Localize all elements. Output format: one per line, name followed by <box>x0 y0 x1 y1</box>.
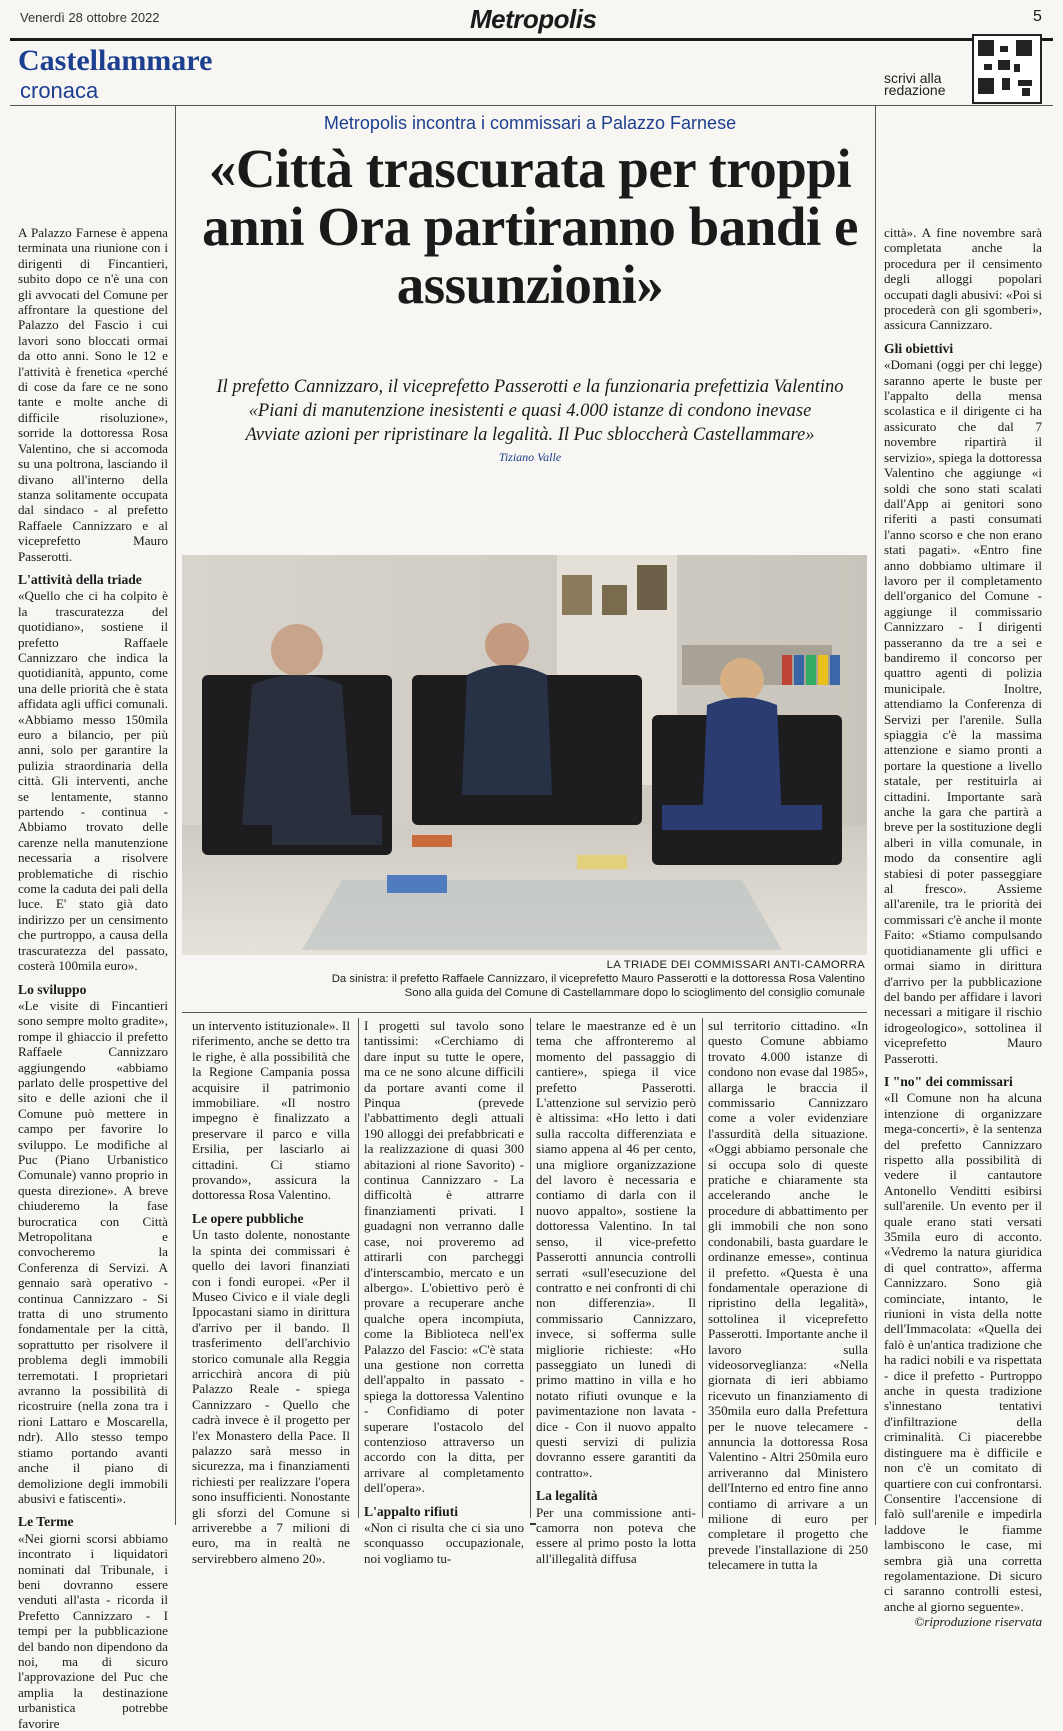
article-photo <box>182 555 867 955</box>
article-column-1 <box>18 225 168 1731</box>
article-column-6 <box>884 225 1042 1630</box>
article-column-4 <box>536 1018 696 1566</box>
article-kicker: Metropolis incontra i commissari a Palazzo Farnese <box>323 113 737 133</box>
deck-line: Il prefetto Cannizzaro, il viceprefetto Passerotti e la funzionaria prefettizia Valentino <box>216 377 844 397</box>
caption-line: Sono alla guida del Comune di Castellammare dopo lo scioglimento del consiglio comunale <box>404 987 865 999</box>
paragraph: Un tasto dolente, nonostante la spinta dei commissari è quello dei lavori finanziati con i fondi europei. «Per il Museo Civico e il viale degli Ippocastani siamo in dirittura d'arrivo per il bando. Il trasferimento dell'archivio storico comunale alla Reggia arricchirà ancora di più Palazzo Reale - spiega Cannizzaro - Quello che cadrà invece è il progetto per l'ex Monastero della Pace. Il palazzo sarà messo in sicurezza, ma i finanziamenti richiesti per realizzare l'opera sono insufficienti. Nonostante gli sforzi del Comune si arriverebbe a 7 milioni di euro, ma in realtà ne servirebbero almeno 20». <box>192 1227 350 1566</box>
paragraph: «Quello che ci ha colpito è la trascuratezza del quotidiano», sostiene il prefetto Raffaele Cannizzaro che indica la quotidianità, appunto, come una delle priorità che è stata affidata agli uffici comunali. «Abbiamo messo 150mila euro a bilancio, per più anni, solo per garantire la pulizia straordinaria della città. Gli interventi, anche se lentamente, stanno partendo - continua - Abbiamo trovato delle carenze nella manutenzione necessaria a risolvere problematiche di rischio come la caduta dei pali della luce. E' stato già dato indirizzo per un censimento che purtroppo, a causa della trascuratezza del passato, costerà 100mila euro». <box>18 588 168 974</box>
paragraph: «Nei giorni scorsi abbiamo incontrato i liquidatori nominati dal Tribunale, i beni dovranno essere venduti all'asta - ricorda il Prefetto Cannizzaro - I tempi per la pubblicazione del bando non dipendono da noi, ma di sicuro l'approvazione del Puc che amplia la destinazione urbanistica potrebbe favorire <box>18 1530 168 1731</box>
article-deck <box>178 375 882 447</box>
subheading: La legalità <box>536 1488 598 1504</box>
qr-code-icon[interactable] <box>972 34 1042 104</box>
subheading: I "no" dei commissari <box>884 1073 1013 1089</box>
column-divider <box>702 1018 703 1518</box>
caption-rule <box>182 1012 867 1013</box>
photo-caption <box>185 958 865 1000</box>
byline: Tiziano Valle <box>498 450 562 464</box>
article-column-5 <box>708 1018 868 1573</box>
issue-date: Venerdì 28 ottobre 2022 <box>20 10 160 25</box>
paragraph: I progetti sul tavolo sono tantissimi: «Cerchiamo di dare input su tutte le opere, ma ce ne sono alcune difficili da portare avanti come il Pinqua (prevede l'abbattimento degli attuali 190 alloggi dei prefabbricati e la realizzazione di quasi 300 abitazioni al rione Savorito) - continua Cannizzaro - La difficoltà è attrarre finanziamenti privati. I guadagni non verranno dalle case, noi proveremo ad attirarli con parcheggi d'interscambio, mercato e un albergo». L'obiettivo però è provare a recuperare anche qualche opera incompiuta, come la Biblioteca nell'ex Palazzo del Fascio: «C'è stata una gestione non corretta dell'appalto in passato - spiega la dottoressa Valentino - Confidiamo di poter superare l'ostacolo del contenzioso attraverso un accordo con la ditta, per arrivare al completamento dell'opera». <box>364 1018 524 1496</box>
paragraph: città». A fine novembre sarà completata anche la procedura per il censimento degli alloggi popolari occupati dagli abusivi: «Poi si procederà con gli sgomberi», assicura Cannizzaro. <box>884 225 1042 333</box>
article-headline: «Città trascurata per troppi anni Ora partiranno bandi e assunzioni» <box>202 138 858 315</box>
paragraph: sul territorio cittadino. «In questo Comune abbiamo trovato 4.000 istanze di condono non evase dal 1985», allarga le braccia il commissario Cannizzaro come a voler evidenziare l'assurdità della situazione. «Oggi abbiamo personale che si occupa solo di queste pratiche e chiaramente sta accelerando anche le procedure di abbattimento per gli immobili che non sono condonabili, basta guardare le ordinanze emesse», continua il prefetto. «Questa è una fondamentale operazione di ripristino della legalità», sottolinea il viceprefetto Passerotti. Importante anche il lavoro sulla videosorveglianza: «Nella giornata di ieri abbiamo ricevuto un finanziamento di 350mila euro dalla Prefettura per le nuove telecamere - annuncia la dottoressa Rosa Valentino - Altri 250mila euro arriveranno dal Ministero dell'Interno ed entro fine anno contiamo di arrivare a un milione di euro per completare il progetto che prevede l'installazione di 250 telecamere in tutta la <box>708 1018 868 1573</box>
column-divider <box>875 105 876 1525</box>
paragraph: «Non ci risulta che ci sia uno sconquasso occupazionale, noi vogliamo tu- <box>364 1520 524 1566</box>
column-divider <box>175 105 176 1525</box>
write-to-editors-label: scrivi alla redazione <box>884 70 946 98</box>
section-subtitle: cronaca <box>20 78 99 103</box>
subheading: Le opere pubbliche <box>192 1210 304 1226</box>
section-rule <box>10 105 1053 106</box>
header-rule <box>10 38 1053 41</box>
paragraph: Per una commissione anti-camorra non poteva che essere al primo posto la lotta all'illegalità diffusa <box>536 1504 696 1566</box>
copyright-note: ©riproduzione riservata <box>914 1614 1042 1630</box>
deck-line: Avviate azioni per ripristinare la legalità. Il Puc sbloccherà Castellammare» <box>245 425 815 445</box>
subheading: Lo sviluppo <box>18 981 87 997</box>
paragraph: «Il Comune non ha alcuna intenzione di organizzare mega-concerti», è la sentenza del prefetto Cannizzaro rispetto alla possibilità di vedere il cantautore Antonello Venditti esibirsi sull'arenile. Un evento per il quale erano stati versati 35mila euro di acconto. «Vedremo la natura giuridica di quel contratto», afferma Cannizzaro. Sono già cominciate, intanto, le riunioni in vista della notte dell'Immacolata: «Quella dei falò è un'antica tradizione che ha radici nobili e va rispettata - dice il prefetto - Purtroppo anche in questa tradizione s'innestano tentativi d'infiltrazione della criminalità. Ci piacerebbe distinguere ma è difficile e non c'è un comitato di quartiere con cui confrontarsi. Consentire l'accensione di falò sull'arenile e impedirla laddove le fiamme lambiscono le case, mi sembra già una corretta regolamentazione. Di sicuro ci saranno controlli estesi, anche al giorno seguente». <box>884 1090 1042 1614</box>
paragraph: «Le visite di Fincantieri sono sempre molto gradite», rompe il ghiaccio il prefetto Raffaele Cannizzaro aggiungendo «abbiamo parlato delle prospettive del sito e delle azioni che il Comune può mettere in campo per favorire lo sviluppo. Le modifiche al Puc (Piano Urbanistico Comunale) vanno proprio in questa direzione». A breve chiuderemo la fase burocratica con Città Metropolitana e convocheremo la Conferenza di Servizi. A gennaio sarà operativo - continua Cannizzaro - Si tratta di uno strumento fondamentale per la città, soprattutto per risolvere il problema degli immobili terremotati. I proprietari avranno la possibilità di ricostruire (nella zona tra i rioni Lattaro e Moscarella, ndr). Allo stesso tempo stiamo portando avanti anche il piano di demolizione degli immobili abusivi e fatiscenti». <box>18 997 168 1506</box>
paragraph: un intervento istituzionale». Il riferimento, anche se detto tra le righe, è alla possibilità che la Regione Campania possa acquisire il patrimonio immobiliare. «Il nostro impegno è finalizzato a preservare il parco e villa Ersilia, per lasciarlo ai cittadini. Ci stiamo provando», assicura la dottoressa Rosa Valentino. <box>192 1018 350 1203</box>
page-footer-mark <box>530 1523 536 1525</box>
caption-line: Da sinistra: il prefetto Raffaele Cannizzaro, il viceprefetto Mauro Passerotti e la dottoressa Rosa Valentino <box>331 973 865 985</box>
article-column-2 <box>192 1018 350 1566</box>
subheading: Gli obiettivi <box>884 340 954 356</box>
page-number: 5 <box>1033 8 1042 25</box>
section-title: Castellammare <box>18 44 213 77</box>
subheading: L'attività della triade <box>18 571 142 587</box>
column-divider <box>530 1018 531 1518</box>
paragraph: «Domani (oggi per chi legge) saranno aperte le buste per l'appalto della mensa scolastica e il dirigente ci ha assicurato che dal 7 novembre ripartirà il servizio», spiega la dottoressa Valentino che aggiunge «i soldi che sono stati scalati dall'App ai genitori sono riferiti a pasti consumati l'anno scorso e che non erano stati pagati». «Entro fine anno dobbiamo ultimare il lavoro per il completamento dell'organico del Comune - aggiunge il commissario Cannizzaro - I dirigenti passeranno da tre a sei e bandiremo il concorso per quattro agenti di polizia municipale. Inoltre, attendiamo la Conferenza di Servizi per l'arenile. Sulla spiaggia c'è la massima attenzione e siamo pronti a portare la questione a livello statale, per restituirla ai cittadini. Importante sarà anche la gara che partirà a breve per la sostituzione degli alberi in villa comunale, in modo da consentire agli stabiesi di poter passeggiare al fresco». Assieme all'arenile, tra le priorità dei commissari c'è anche il monte Faito: «Stiamo compulsando quotidianamente gli uffici e ormai siamo in dirittura d'arrivo per la pubblicazione del bando per affidare i lavori necessari a mitigare il rischio idrogeologico», sottolinea il viceprefetto Mauro Passerotti. <box>884 357 1042 1066</box>
paragraph: telare le maestranze ed è un tema che affronteremo al momento del passaggio di cantiere», spiega il vice prefetto Passerotti. L'attenzione sul servizio però è altissima: «Ho letto i dati sulla raccolta differenziata e siamo appena al 46 per cento, una migliore organizzazione del lavoro è necessaria e contiamo di darla con il nuovo appalto», sostiene la dottoressa Valentino. In tal senso, il vice-prefetto Passerotti annuncia controlli serrati «sull'esecuzione del contratto e nei confronti di chi non differenzia». Il commissario Cannizzaro, invece, si sofferma sulle migliorie richieste: «Ho passeggiato un lunedì di primo mattino in villa e ho notato rifiuti ovunque e la pavimentazione non lavata - dice - Con il nuovo appalto questi servizi di pulizia dovranno essere garantiti da contratto». <box>536 1018 696 1480</box>
subheading: L'appalto rifiuti <box>364 1503 459 1519</box>
column-divider <box>358 1018 359 1518</box>
article-column-3 <box>364 1018 524 1566</box>
deck-line: «Piani di manutenzione inesistenti e quasi 4.000 istanze di condono inevase <box>248 401 812 421</box>
masthead: Metropolis <box>470 4 597 34</box>
subheading: Le Terme <box>18 1514 74 1530</box>
paragraph: A Palazzo Farnese è appena terminata una riunione con i dirigenti di Fincantieri, subito dopo ce n'è una con gli avvocati del Comune per affrontare la questione del Palazzo del Fascio i cui lavori sono bloccati ormai da otto anni. Sono le 12 e l'attività è frenetica «perché di cose da fare ce ne sono tante e molte anche di difficile risoluzione», sorride la dottoressa Rosa Valentino, che si accomoda su una poltrona, lasciando il divano all'interno della stanza solitamente occupata dal sindaco - al prefetto Raffaele Cannizzaro e al viceprefetto Mauro Passerotti. <box>18 225 168 564</box>
caption-title: LA TRIADE DEI COMMISSARI ANTI-CAMORRA <box>606 959 865 971</box>
